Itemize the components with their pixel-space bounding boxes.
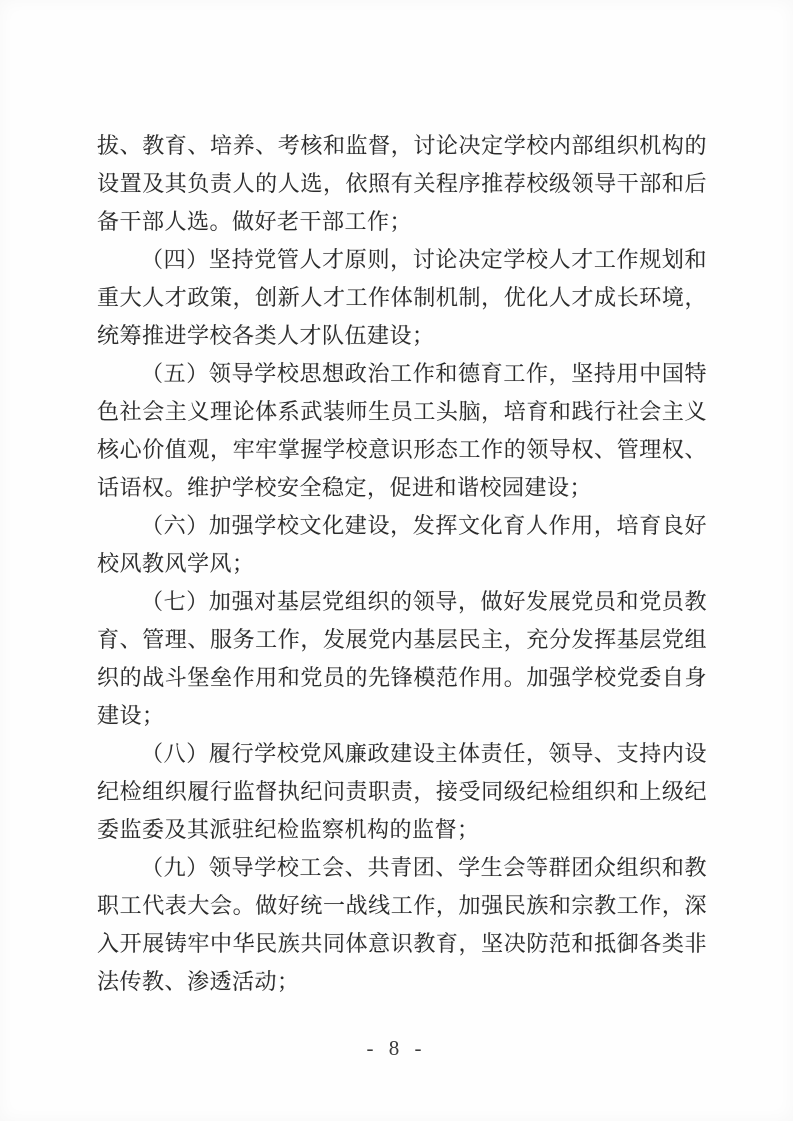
paragraph-3: （五）领导学校思想政治工作和德育工作，坚持用中国特色社会主义理论体系武装师生员工头脑，培育和践行社会主义核心价值观，牢牢掌握学校意识形态工作的领导权、管理权、话语权。维护学校安全稳定，促进和谐校园建设； (97, 361, 707, 500)
document-body-text (97, 127, 707, 1001)
paragraph-4: （六）加强学校文化建设，发挥文化育人作用，培育良好校风教风学风； (97, 513, 707, 576)
paragraph-2: （四）坚持党管人才原则，讨论决定学校人才工作规划和重大人才政策，创新人才工作体制机制，优化人才成长环境，统筹推进学校各类人才队伍建设； (97, 247, 707, 348)
paragraph-1: 拔、教育、培养、考核和监督，讨论决定学校内部组织机构的设置及其负责人的人选，依照有关程序推荐校级领导干部和后备干部人选。做好老干部工作； (97, 133, 707, 234)
paragraph-5: （七）加强对基层党组织的领导，做好发展党员和党员教育、管理、服务工作，发展党内基层民主，充分发挥基层党组织的战斗堡垒作用和党员的先锋模范作用。加强学校党委自身建设； (97, 589, 707, 728)
paragraph-6: （八）履行学校党风廉政建设主体责任，领导、支持内设纪检组织履行监督执纪问责职责，接受同级纪检组织和上级纪委监委及其派驻纪检监察机构的监督； (97, 741, 707, 842)
page-number: - 8 - (366, 1036, 427, 1060)
paragraph-7: （九）领导学校工会、共青团、学生会等群团众组织和教职工代表大会。做好统一战线工作，加强民族和宗教工作，深入开展铸牢中华民族共同体意识教育，坚决防范和抵御各类非法传教、渗透活动； (97, 855, 707, 994)
